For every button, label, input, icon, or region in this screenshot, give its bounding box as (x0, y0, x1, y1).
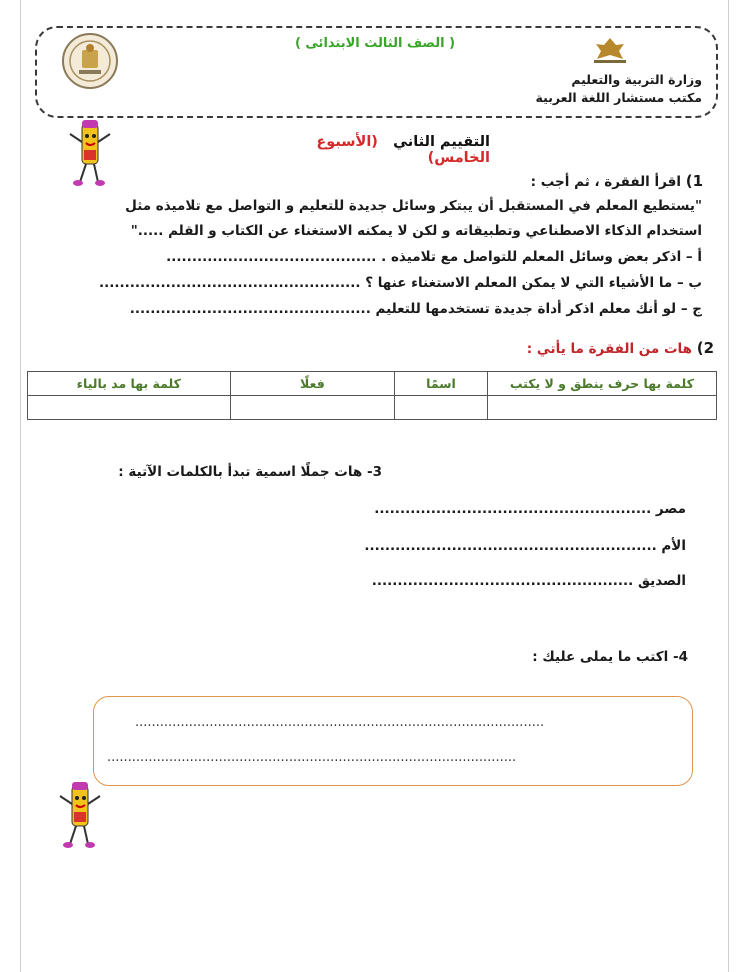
dictation-line: ................................................................................................... (107, 750, 517, 765)
q3-heading: 3- هات جملًا اسمية تبدأ بالكلمات الآتية : (118, 464, 382, 480)
q2-number: 2) (696, 339, 714, 357)
assessment-title (260, 134, 490, 166)
answer-cell[interactable] (230, 396, 395, 420)
q3-item-egypt: مصر ...................................................... (374, 501, 686, 517)
assessment-title-week: (الأسبوع الخامس) (316, 134, 490, 166)
q3-item-friend: الصديق ................................................... (371, 573, 686, 589)
page-left-edge (20, 0, 21, 972)
q1-item-a: أ – اذكر بعض وسائل المعلم للتواصل مع تلاميذه . ......................................... (166, 249, 702, 265)
pencil-mascot-icon (54, 778, 104, 850)
ministry-emblem-icon (590, 35, 630, 65)
q1-prompt: اقرأ الفقرة ، ثم أجب : (530, 174, 681, 190)
q2-prompt: هات من الفقرة ما يأتي : (526, 341, 692, 357)
answer-cell[interactable] (395, 396, 487, 420)
answer-cell[interactable] (28, 396, 231, 420)
office-name: مكتب مستشار اللغة العربية (535, 90, 702, 105)
pencil-mascot-icon (64, 116, 114, 188)
answer-cell[interactable] (487, 396, 716, 420)
q3-item-mother: الأم ......................................................... (364, 538, 686, 554)
col-silent-letter: كلمة بها حرف ينطق و لا يكتب (487, 372, 716, 396)
q1-passage-line1: "يستطيع المعلم في المستقبل أن يبتكر وسائل جديدة للتعليم و التواصل مع تلاميذه مثل (125, 198, 702, 214)
col-noun: اسمًا (395, 372, 487, 396)
assessment-title-main: التقييم الثاني (393, 134, 490, 150)
q2-heading (527, 339, 714, 357)
q4-heading: 4- اكتب ما يملى عليك : (532, 649, 688, 665)
table-answer-row (28, 396, 717, 420)
q1-number: 1) (685, 172, 703, 190)
page-right-edge (728, 0, 729, 972)
q1-passage-line2: استخدام الذكاء الاصطناعي وتطبيقاته و لكن لا يمكنه الاستغناء عن الكتاب و القلم ....." (130, 223, 702, 239)
ministry-name: وزارة التربية والتعليم (571, 72, 702, 87)
grade-title: ( الصف الثالث الابتدائى ) (294, 36, 456, 51)
q1-item-b: ب – ما الأشياء التي لا يمكن المعلم الاستغناء عنها ؟ ................................................... (98, 275, 702, 291)
table-header-row (28, 372, 717, 396)
q1-heading (531, 172, 703, 190)
dictation-box (93, 696, 693, 786)
col-verb: فعلًا (230, 372, 395, 396)
school-logo-icon (60, 32, 120, 90)
dictation-line: ................................................................................................... (135, 715, 545, 730)
words-table (27, 371, 717, 420)
col-ya-madd: كلمة بها مد بالياء (28, 372, 231, 396)
q1-item-c: ج – لو أنك معلم اذكر أداة جديدة تستخدمها للتعليم ............................................... (129, 301, 702, 317)
